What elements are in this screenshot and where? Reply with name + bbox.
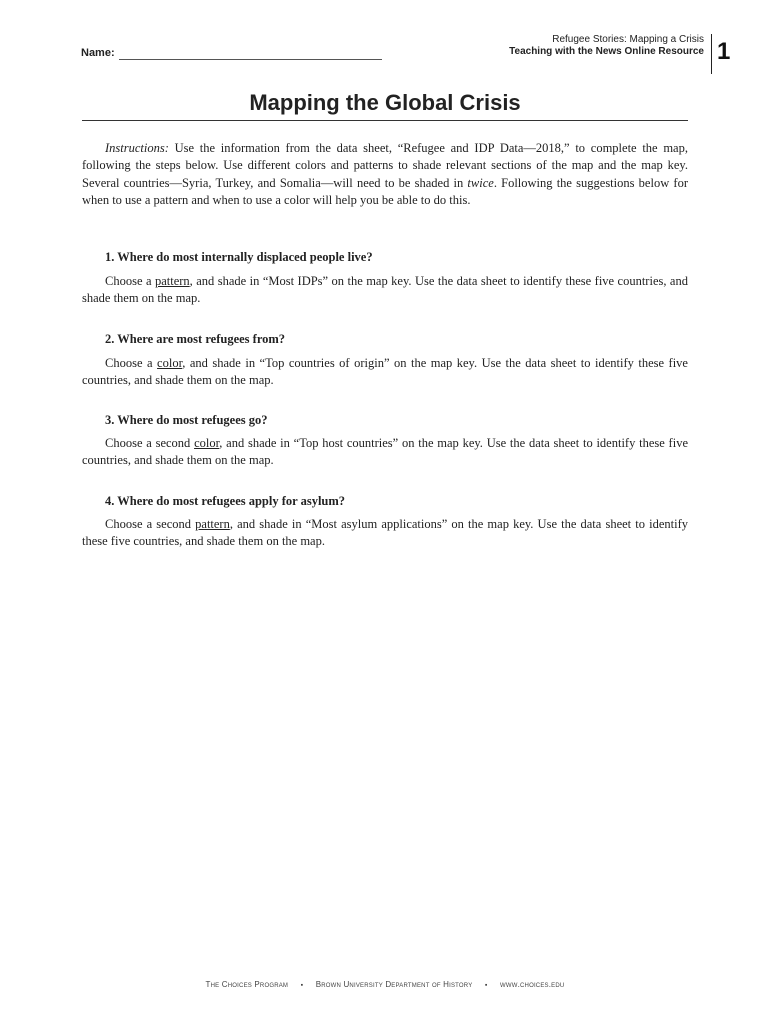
instructions-label: Instructions:: [105, 141, 169, 155]
question-3-body: [82, 435, 688, 470]
footer-program: The Choices Program: [205, 980, 289, 989]
title-rule: [82, 120, 688, 121]
name-label: Name:: [81, 47, 115, 59]
question-2-heading: 2. Where are most refugees from?: [105, 332, 286, 346]
question-1-body: [82, 273, 688, 308]
page-footer: [0, 980, 770, 989]
footer-separator-2: ▪: [484, 982, 488, 989]
footer-website: www.choices.edu: [500, 980, 565, 989]
instructions-text-a: Use the information from the data sheet, “Refugee and IDP Data—2018,” to complete the map, following the steps below. Use different colors and patterns to shade relevant sections of the map and the map key. Several countries—Syria, Turkey, and Somalia—will need to be shaded in: [82, 141, 688, 190]
page-number: 1: [717, 38, 731, 65]
question-3-post: , and shade in “Top host countries” on the map key. Use the data sheet to identify these five countries, and shade them on the map.: [82, 436, 688, 468]
instructions-paragraph: [82, 140, 688, 209]
instructions-emphasis: twice: [467, 175, 494, 190]
question-2-keyword: color: [157, 356, 183, 370]
page-title: Mapping the Global Crisis: [249, 90, 521, 115]
question-3-keyword: color: [194, 436, 220, 450]
name-blank-line: [119, 59, 382, 60]
series-title: Teaching with the News Online Resource: [509, 46, 704, 57]
question-2-pre: Choose a: [105, 356, 158, 370]
series-subtitle: Refugee Stories: Mapping a Crisis: [552, 34, 704, 45]
question-2-post: , and shade in “Top countries of origin” on the map key. Use the data sheet to identify these five countries, and shade them on the map.: [82, 356, 688, 388]
question-2-body: [82, 355, 688, 390]
question-4-body: [82, 516, 688, 551]
footer-department: Brown University Department of History: [315, 980, 473, 989]
instructions-text-b: . Following the suggestions below for when to use a pattern and when to use a color will help you be able to do this.: [82, 175, 688, 207]
question-3-heading: 3. Where do most refugees go?: [105, 413, 268, 427]
question-3-pre: Choose a second: [105, 436, 195, 450]
header-divider: [711, 34, 712, 74]
question-1-keyword: pattern: [154, 274, 190, 288]
question-4-pre: Choose a second: [105, 517, 196, 531]
question-4-post: , and shade in “Most asylum applications” on the map key. Use the data sheet to identify these five countries, and shade them on the map.: [82, 517, 688, 549]
series-header: [509, 34, 704, 58]
question-4-heading: 4. Where do most refugees apply for asylum?: [105, 494, 346, 508]
question-1-pre: Choose a: [105, 274, 155, 288]
question-1-heading: 1. Where do most internally displaced people live?: [105, 250, 373, 264]
footer-separator-1: ▪: [300, 982, 304, 989]
question-1-post: , and shade in “Most IDPs” on the map key. Use the data sheet to identify these five countries, and shade them on the map.: [82, 274, 688, 306]
question-4-keyword: pattern: [195, 517, 230, 531]
